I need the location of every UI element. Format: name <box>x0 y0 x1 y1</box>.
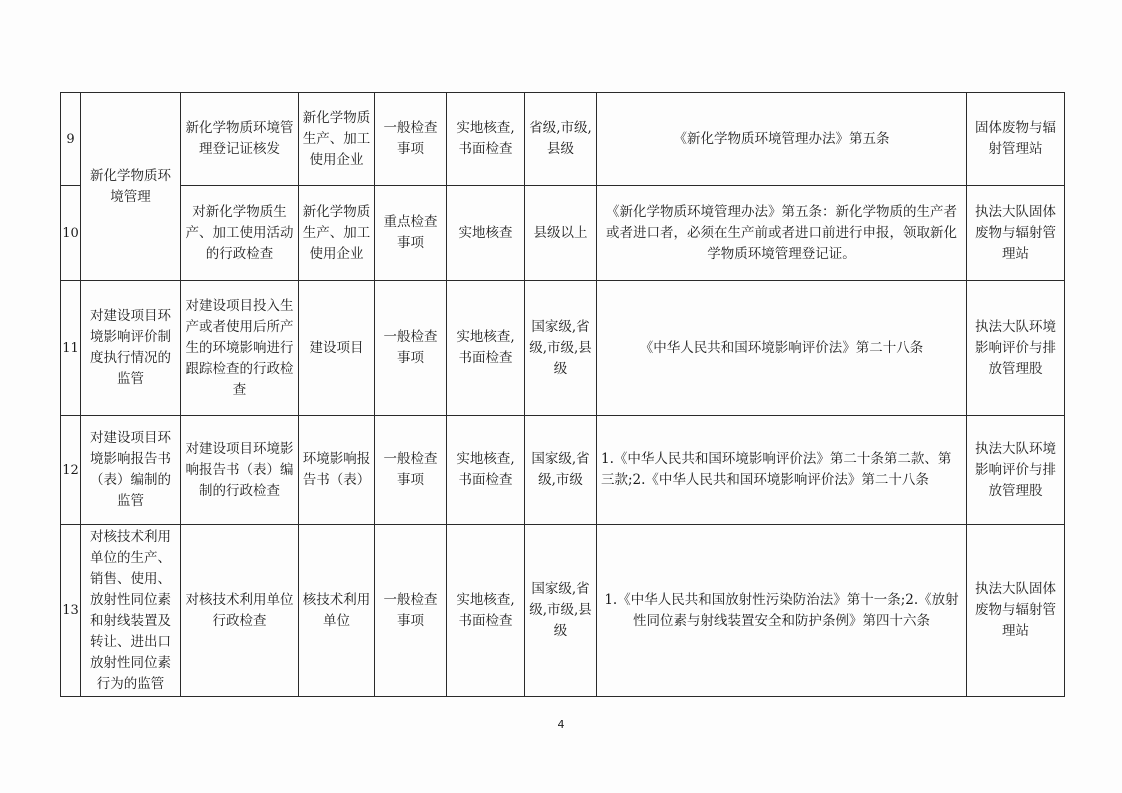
scope-cell: 省级,市级,县级 <box>525 93 597 186</box>
table-row <box>61 186 1065 281</box>
object-cell: 建设项目 <box>299 281 375 416</box>
department-cell: 固体废物与辐射管理站 <box>967 93 1065 186</box>
legal-basis-cell: 1.《中华人民共和国放射性污染防治法》第十一条;2.《放射性同位素与射线装置安全和防护条例》第四十六条 <box>597 525 967 697</box>
level-cell: 一般检查事项 <box>375 525 447 697</box>
table-row <box>61 525 1065 697</box>
item-cell: 对建设项目环境影响报告书（表）编制的行政检查 <box>181 416 299 525</box>
method-cell: 实地核查 <box>447 186 525 281</box>
scope-cell: 县级以上 <box>525 186 597 281</box>
legal-basis-cell: 《新化学物质环境管理办法》第五条：新化学物质的生产者或者进口者，必须在生产前或者进口前进行申报，领取新化学物质环境管理登记证。 <box>597 186 967 281</box>
scope-cell: 国家级,省级,市级 <box>525 416 597 525</box>
row-number: 12 <box>61 416 81 525</box>
category-cell: 对建设项目环境影响评价制度执行情况的监管 <box>81 281 181 416</box>
table-row <box>61 281 1065 416</box>
method-cell: 实地核查,书面检查 <box>447 93 525 186</box>
item-cell: 新化学物质环境管理登记证核发 <box>181 93 299 186</box>
item-cell: 对核技术利用单位行政检查 <box>181 525 299 697</box>
category-cell: 对建设项目环境影响报告书（表）编制的监管 <box>81 416 181 525</box>
row-number: 11 <box>61 281 81 416</box>
row-number: 10 <box>61 186 81 281</box>
category-cell: 对核技术利用单位的生产、销售、使用、放射性同位素和射线装置及转让、进出口放射性同位素行为的监管 <box>81 525 181 697</box>
object-cell: 新化学物质生产、加工使用企业 <box>299 186 375 281</box>
department-cell: 执法大队环境影响评价与排放管理股 <box>967 416 1065 525</box>
row-number: 13 <box>61 525 81 697</box>
scope-cell: 国家级,省级,市级,县级 <box>525 525 597 697</box>
method-cell: 实地核查,书面检查 <box>447 416 525 525</box>
item-cell: 对建设项目投入生产或者使用后所产生的环境影响进行跟踪检查的行政检查 <box>181 281 299 416</box>
table-row <box>61 93 1065 186</box>
category-cell: 新化学物质环境管理 <box>81 93 181 281</box>
inspection-items-table <box>60 92 1065 697</box>
legal-basis-cell: 1.《中华人民共和国环境影响评价法》第二十条第二款、第三款;2.《中华人民共和国环境影响评价法》第二十八条 <box>597 416 967 525</box>
item-cell: 对新化学物质生产、加工使用活动的行政检查 <box>181 186 299 281</box>
level-cell: 一般检查事项 <box>375 93 447 186</box>
level-cell: 一般检查事项 <box>375 416 447 525</box>
department-cell: 执法大队固体废物与辐射管理站 <box>967 525 1065 697</box>
scope-cell: 国家级,省级,市级,县级 <box>525 281 597 416</box>
method-cell: 实地核查,书面检查 <box>447 525 525 697</box>
legal-basis-cell: 《中华人民共和国环境影响评价法》第二十八条 <box>597 281 967 416</box>
level-cell: 一般检查事项 <box>375 281 447 416</box>
department-cell: 执法大队固体废物与辐射管理站 <box>967 186 1065 281</box>
object-cell: 新化学物质生产、加工使用企业 <box>299 93 375 186</box>
department-cell: 执法大队环境影响评价与排放管理股 <box>967 281 1065 416</box>
level-cell: 重点检查事项 <box>375 186 447 281</box>
object-cell: 核技术利用单位 <box>299 525 375 697</box>
object-cell: 环境影响报告书（表） <box>299 416 375 525</box>
page-number: 4 <box>557 718 565 731</box>
table-row <box>61 416 1065 525</box>
row-number: 9 <box>61 93 81 186</box>
legal-basis-cell: 《新化学物质环境管理办法》第五条 <box>597 93 967 186</box>
method-cell: 实地核查,书面检查 <box>447 281 525 416</box>
